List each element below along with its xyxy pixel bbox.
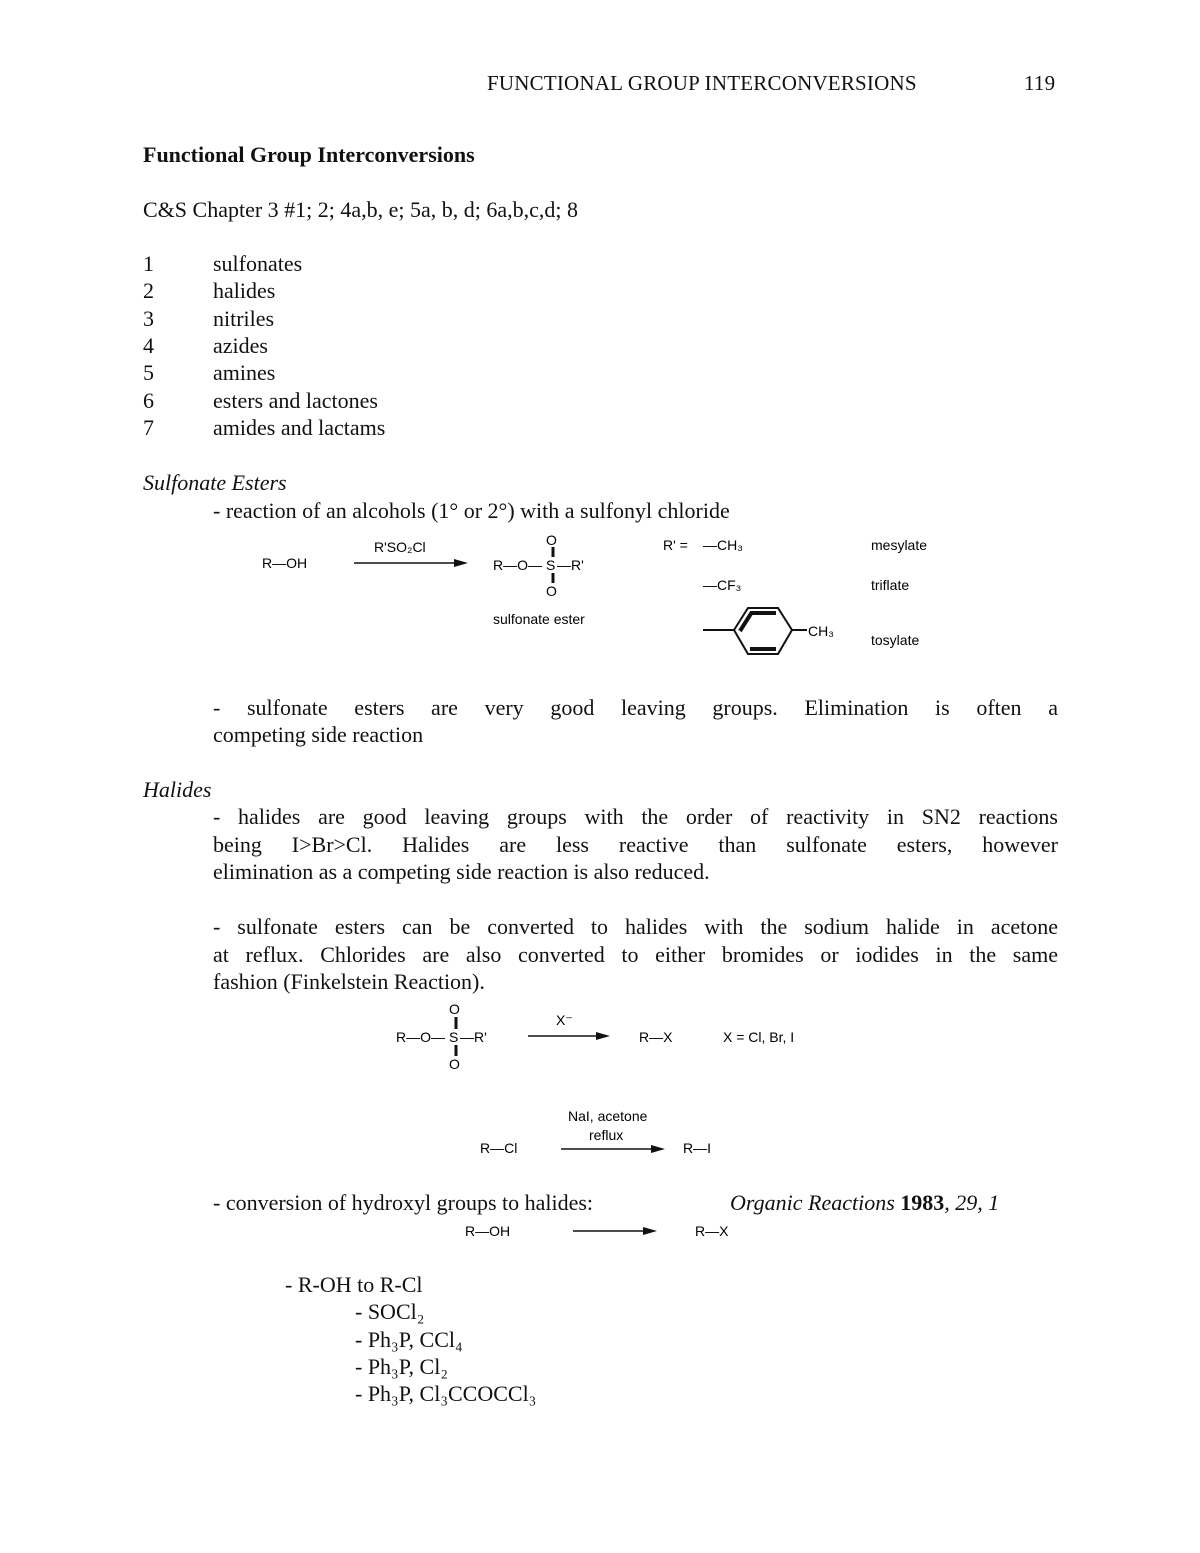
reference-journal: Organic Reactions	[730, 1190, 895, 1215]
halides-para1-line1: - halides are good leaving groups with the order of reactivity in SN2 reactions	[213, 804, 1058, 829]
product-oxygen-top: O	[546, 532, 557, 548]
sulfonate-leaving-group-line1: - sulfonate esters are very good leaving groups. Elimination is often a	[213, 695, 1058, 720]
problem-list: C&S Chapter 3 #1; 2; 4a,b, e; 5a, b, d; 6a,b,c,d; 8	[143, 197, 579, 222]
arrow-head	[596, 1032, 610, 1040]
product-caption: sulfonate ester	[493, 611, 585, 627]
sulfonate-scheme	[250, 528, 970, 668]
arrow-head	[651, 1145, 665, 1153]
scheme2-reagent-line2: reflux	[589, 1127, 624, 1143]
sulfonate-oxygen-top: O	[449, 1001, 460, 1017]
reagent-item: - SOCl₂	[355, 1299, 425, 1324]
halides-para1-line3: elimination as a competing side reaction is also reduced.	[213, 859, 710, 884]
scheme1-note: X = Cl, Br, I	[723, 1029, 795, 1045]
product-sulfur: S	[546, 557, 556, 573]
mesyl-formula: —CH₃	[703, 537, 743, 553]
sulfonate-oxygen-bottom: O	[449, 1056, 460, 1072]
reagent-item: - Ph₃P, CCl₄	[355, 1326, 463, 1352]
scheme1-reagent: X⁻	[556, 1012, 573, 1028]
scheme3-reactant: R—OH	[465, 1223, 511, 1239]
hydroxyl-conversion-text: - conversion of hydroxyl groups to halides:	[213, 1190, 594, 1215]
scheme-reactant: R—OH	[262, 555, 308, 571]
arrow-head	[643, 1227, 657, 1235]
arrow-head	[454, 559, 468, 567]
nai-scheme	[470, 1100, 730, 1164]
tosyl-methyl: CH₃	[808, 623, 834, 639]
section-heading-sulfonate: Sulfonate Esters	[143, 470, 287, 495]
triflyl-name: triflate	[871, 577, 910, 593]
finkelstein-scheme	[390, 998, 830, 1076]
scheme3-product: R—X	[695, 1223, 729, 1239]
rprime-label: R' =	[663, 537, 688, 553]
halides-para2-line2: at reflux. Chlorides are also converted to either bromides or iodides in the same	[213, 941, 1058, 967]
scheme1-product: R—X	[639, 1029, 673, 1045]
halides-para2-line3: fashion (Finkelstein Reaction).	[213, 969, 485, 994]
reference-citation	[730, 1189, 999, 1216]
scheme2-reactant: R—Cl	[480, 1140, 518, 1156]
running-header-title: FUNCTIONAL GROUP INTERCONVERSIONS	[487, 71, 917, 95]
halides-para2-line1: - sulfonate esters can be converted to halides with the sodium halide in acetone	[213, 914, 1058, 939]
page-number: 119	[1024, 71, 1056, 95]
triflyl-formula: —CF₃	[703, 577, 742, 593]
sulfonate-leaving-group-line2: competing side reaction	[213, 722, 424, 747]
hydroxyl-scheme	[455, 1218, 755, 1244]
topic-list: 1 sulfonates 2 halides 3 nitriles 4 azides 5 amines 6 esters and lactones 7 amides and lactams	[143, 251, 386, 440]
tosyl-name: tosylate	[871, 632, 920, 648]
reference-year: 1983	[900, 1190, 945, 1215]
reagent-item: - Ph₃P, Cl₂	[355, 1354, 448, 1379]
product-oxygen-bottom: O	[546, 583, 557, 599]
sulfonate-right: —R'	[460, 1029, 487, 1045]
toluene-ring	[703, 608, 807, 654]
section-heading-halides: Halides	[143, 777, 212, 802]
reference-volume-page: , 29, 1	[944, 1190, 1000, 1215]
scheme2-product: R—I	[683, 1140, 711, 1156]
sulfonate-sulfur: S	[449, 1029, 459, 1045]
halides-para1-line2: being I>Br>Cl. Halides are less reactive than sulfonate esters, however	[213, 831, 1058, 857]
sulfonate-bullet-reaction: - reaction of an alcohols (1° or 2°) with a sulfonyl chloride	[213, 498, 730, 523]
page-title: Functional Group Interconversions	[143, 142, 475, 167]
sulfonate-left: R—O—	[396, 1029, 445, 1045]
roh-to-rcl-heading: - R-OH to R-Cl	[285, 1272, 423, 1297]
reagent-item: - Ph₃P, Cl₃CCOCCl₃	[355, 1381, 537, 1406]
mesyl-name: mesylate	[871, 537, 928, 553]
product-right: —R'	[557, 557, 584, 573]
product-left: R—O—	[493, 557, 542, 573]
scheme2-reagent-line1: NaI, acetone	[568, 1108, 648, 1124]
scheme-reagent: R'SO₂Cl	[374, 539, 426, 555]
